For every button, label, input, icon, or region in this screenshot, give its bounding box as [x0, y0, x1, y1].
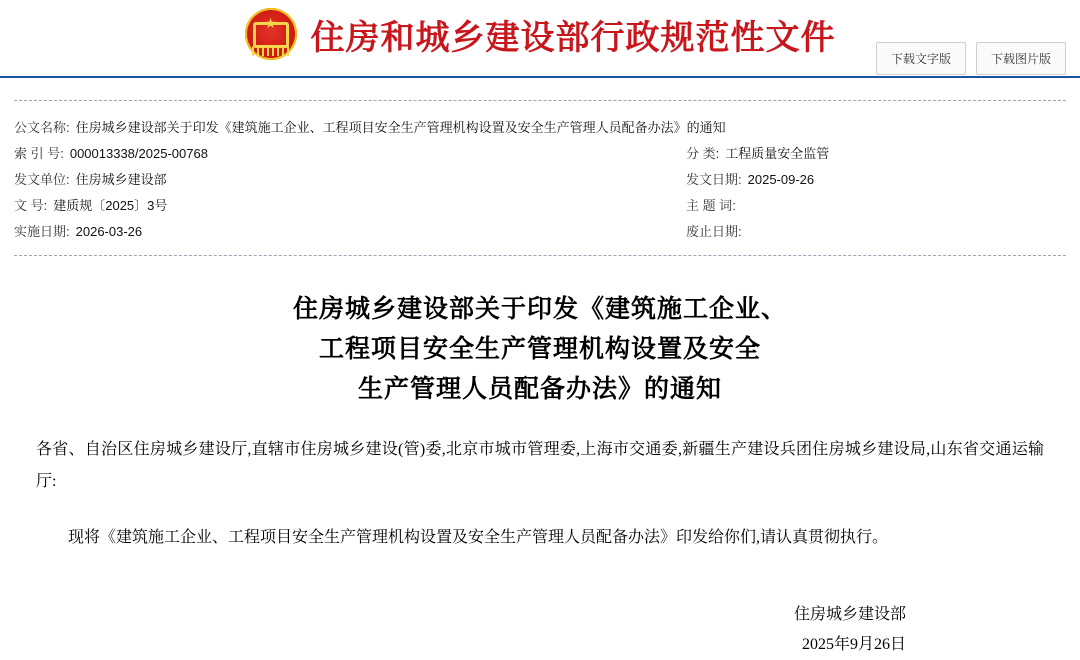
download-text-button[interactable]: 下载文字版: [876, 42, 966, 75]
emblem-gear: [253, 22, 289, 48]
meta-label-index: 索 引 号:: [14, 146, 64, 161]
signature-date: 2025年9月26日: [801, 636, 906, 653]
emblem-beams: [252, 46, 290, 56]
meta-value-issuer: 住房城乡建设部: [75, 172, 167, 187]
meta-label-abolish-date: 废止日期:: [686, 224, 742, 239]
meta-label-doc-name: 公文名称:: [14, 120, 70, 135]
meta-label-subject: 主 题 词:: [686, 198, 736, 213]
meta-row-issuer: [14, 167, 1066, 193]
meta-value-doc-no: 建质规〔2025〕3号: [53, 198, 168, 213]
meta-label-issue-date: 发文日期:: [686, 172, 742, 187]
header-divider: [0, 76, 1080, 78]
document-recipients: 各省、自治区住房城乡建设厅,直辖市住房城乡建设(管)委,北京市城市管理委,上海市交通委,新疆生产建设兵团住房城乡建设局,山东省交通运输厅:: [36, 441, 1044, 490]
meta-value-index: 000013338/2025-00768: [69, 146, 208, 161]
meta-label-effective-date: 实施日期:: [14, 224, 70, 239]
meta-row-effective: [14, 219, 1066, 245]
page-header: [0, 0, 1080, 72]
document-paragraph: 现将《建筑施工企业、工程项目安全生产管理机构设置及安全生产管理人员配备办法》印发给你们,请认真贯彻执行。: [68, 529, 889, 546]
document-signature: [36, 600, 1044, 660]
document-title-line-1: 住房城乡建设部关于印发《建筑施工企业、: [292, 296, 787, 323]
meta-value-subject: [736, 193, 742, 219]
signature-issuer: 住房城乡建设部: [793, 606, 906, 623]
document-title-line-2: 工程项目安全生产管理机构设置及安全: [318, 336, 761, 363]
national-emblem-icon: [245, 8, 297, 60]
site-title: 住房和城乡建设部行政规范性文件: [310, 19, 836, 57]
meta-label-category: 分 类:: [686, 146, 720, 161]
header-actions: [876, 42, 1066, 75]
meta-value-issue-date: 2025-09-26: [747, 172, 815, 187]
meta-value-effective-date: 2026-03-26: [75, 224, 143, 239]
meta-value-abolish-date: [742, 219, 748, 245]
document-title-line-3: 生产管理人员配备办法》的通知: [357, 376, 722, 403]
meta-label-issuer: 发文单位:: [14, 172, 70, 187]
meta-value-doc-name: 住房城乡建设部关于印发《建筑施工企业、工程项目安全生产管理机构设置及安全生产管理人员配备办法》的通知: [75, 120, 726, 135]
meta-row-doc-name: [14, 115, 1066, 141]
meta-value-category: 工程质量安全监管: [725, 146, 830, 161]
document-meta: [14, 100, 1066, 256]
meta-row-doc-no: [14, 193, 1066, 219]
download-image-button[interactable]: 下载图片版: [976, 42, 1066, 75]
emblem-star: ★: [264, 15, 277, 31]
meta-row-index: [14, 141, 1066, 167]
document-title: [36, 290, 1044, 410]
meta-label-doc-no: 文 号:: [14, 198, 48, 213]
document-body: [0, 256, 1080, 660]
